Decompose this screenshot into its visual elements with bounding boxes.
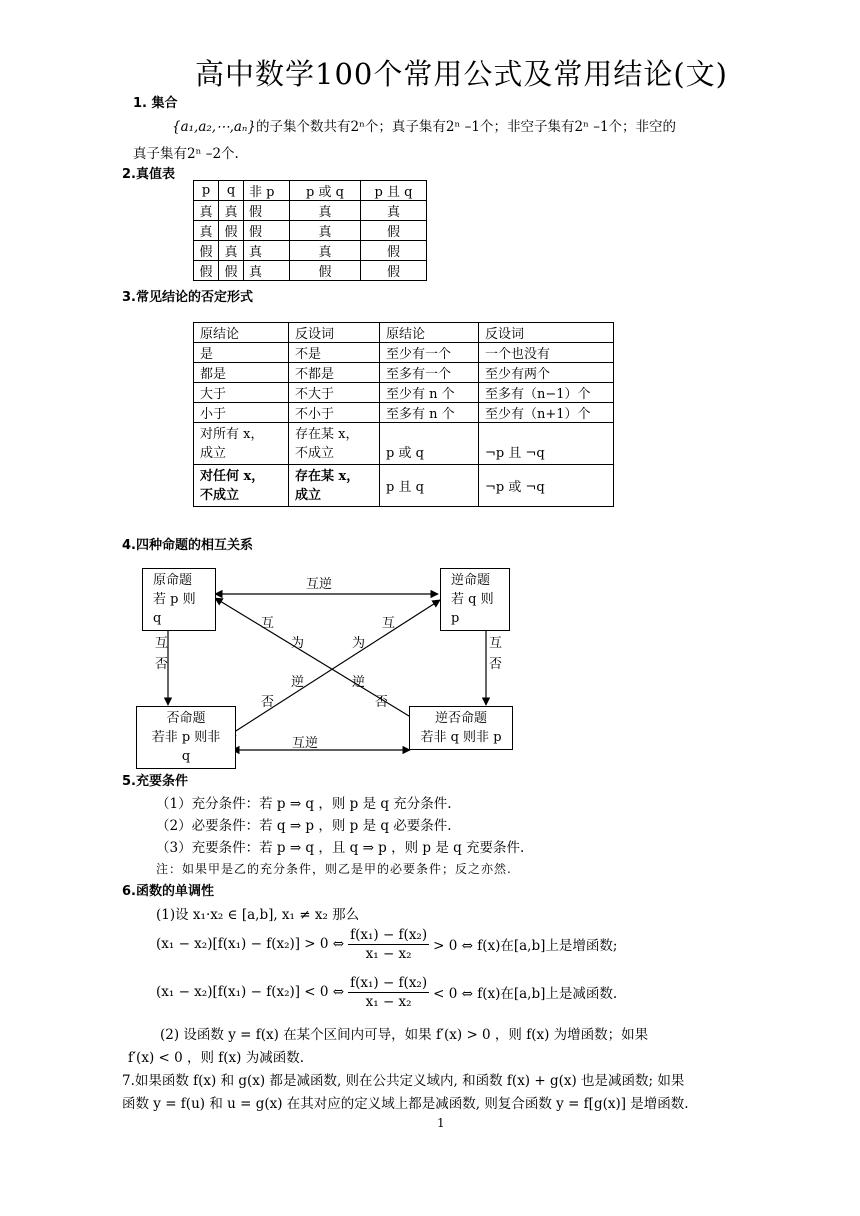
table-cell: 假 [244,221,290,241]
set-notation: {a₁,a₂,⋯,aₙ} [172,119,256,135]
box-converse [440,568,510,631]
table-cell: 至少有两个 [479,363,614,383]
cell-line: 成立 [295,487,322,503]
header-cell: p 或 q [290,181,361,201]
box-title: 原命题 [153,573,193,588]
page-number: 1 [437,1116,445,1130]
table-cell: 不大于 [289,383,380,403]
box-contrapositive [409,706,513,750]
box-text: 若非 p 则非 q [151,730,221,764]
label-diag-b-4: 否 [261,695,275,710]
arrow-diagonal-a [215,598,432,730]
cell-line: 存在某 x， [295,426,359,442]
table-cell: 都是 [194,363,289,383]
table-cell: 不小于 [289,403,380,423]
header-cell: p [194,181,219,201]
table-cell: 至少有（n+1）个 [479,403,614,423]
table-cell: 小于 [194,403,289,423]
label-diag-b-3: 逆 [291,675,305,690]
box-inverse [136,706,236,769]
header-cell: 反设词 [479,323,614,343]
set-line-2: 真子集有2ⁿ –2个. [133,146,239,162]
table-cell: 至多有 n 个 [380,403,479,423]
cell-line: 对所有 x， [200,426,264,442]
condition-item: （2）必要条件：若 q ⇒ p ，则 p 是 q 必要条件. [156,818,452,834]
table-cell: 真 [290,201,361,221]
fraction-numerator: f(x₁) − f(x₂) [350,974,428,991]
fraction-denominator: x₁ − x₂ [365,993,412,1010]
fraction-numerator: f(x₁) − f(x₂) [350,926,428,943]
table-cell: ¬p 或 ¬q [479,465,614,507]
section-1-heading: 1. 集合 [133,96,178,111]
fraction [348,926,429,963]
section-4-heading: 4.四种命题的相互关系 [122,538,253,553]
box-text: 若非 q 则非 p [420,730,502,745]
table-cell: 真 [219,241,244,261]
section-6-heading: 6.函数的单调性 [122,884,214,899]
cell-line: 成立 [200,445,227,461]
table-cell: 是 [194,343,289,363]
cell-line: 不成立 [295,445,335,461]
table-cell: 一个也没有 [479,343,614,363]
table-cell: 真 [194,201,219,221]
derivative-line-1: (2) 设函数 y = f(x) 在某个区间内可导，如果 f′(x) > 0 ，则 f(x) 为增函数；如果 [160,1027,649,1043]
table-cell: 真 [244,241,290,261]
fraction [348,974,429,1011]
table-cell: ¬p 且 ¬q [479,423,614,465]
label-diag-a-1: 互 [261,616,275,631]
label-diag-b-2: 为 [352,636,366,651]
table-cell: 至多有一个 [380,363,479,383]
label-bottom: 互逆 [292,736,319,751]
equation-left: (x₁ − x₂)[f(x₁) − f(x₂)] > 0 ⇔ [156,936,345,952]
header-cell: 非 p [244,181,290,201]
condition-note: 注：如果甲是乙的充分条件，则乙是甲的必要条件；反之亦然. [156,862,512,876]
table-cell: 至少有 n 个 [380,383,479,403]
header-cell: q [219,181,244,201]
derivative-line-2: f′(x) < 0 ，则 f(x) 为减函数. [128,1050,305,1066]
box-title: 逆否命题 [434,711,487,726]
table-cell: 假 [219,221,244,241]
table-cell: p 且 q [380,465,479,507]
cell-line: 不成立 [200,487,240,503]
label-right-1: 互 [489,636,503,651]
equation-increasing [156,922,617,966]
label-top: 互逆 [306,577,333,592]
condition-item: （3）充要条件：若 p ⇒ q ，且 q ⇒ p ，则 p 是 q 充要条件. [156,840,525,856]
table-cell: 假 [244,201,290,221]
header-cell: 原结论 [380,323,479,343]
equation-right: < 0 ⇔ f(x)在[a,b]上是减函数. [433,986,618,1002]
composite-line-1: 7.如果函数 f(x) 和 g(x) 都是减函数, 则在公共定义域内, 和函数 f(x) + g(x) 也是减函数; 如果 [122,1073,685,1089]
condition-item: （1）充分条件：若 p ⇒ q ，则 p 是 q 充分条件. [156,796,452,812]
table-cell: 假 [361,221,427,241]
table-cell: 真 [290,221,361,241]
table-cell: 真 [219,201,244,221]
box-original [142,568,216,631]
label-right-2: 否 [489,657,503,672]
equation-decreasing [156,970,617,1014]
page-title: 高中数学100个常用公式及常用结论(文) [195,57,728,91]
section-3-heading: 3.常见结论的否定形式 [122,290,253,305]
section-5-heading: 5.充要条件 [122,774,188,789]
header-cell: p 且 q [361,181,427,201]
label-diag-b-1: 互 [382,616,396,631]
table-cell: 假 [194,261,219,281]
table-cell: 不是 [289,343,380,363]
table-cell: 假 [361,241,427,261]
table-cell: 真 [361,201,427,221]
table-cell: 真 [244,261,290,281]
fraction-denominator: x₁ − x₂ [365,945,412,962]
monotonic-setup: (1)设 x₁·x₂ ∈ [a,b], x₁ ≠ x₂ 那么 [156,907,360,923]
table-cell: 真 [194,221,219,241]
table-cell: 大于 [194,383,289,403]
set-line-1-text: 的子集个数共有2ⁿ个；真子集有2ⁿ –1个；非空子集有2ⁿ –1个；非空的 [256,119,677,135]
box-title: 否命题 [166,711,206,726]
table-cell: 假 [290,261,361,281]
box-text: 若 p 则 q [153,592,196,626]
table-cell: 假 [361,261,427,281]
cell-line: 存在某 x， [295,468,360,484]
box-text: 若 q 则 p [451,592,494,626]
header-cell: 原结论 [194,323,289,343]
composite-line-2: 函数 y = f(u) 和 u = g(x) 在其对应的定义域上都是减函数, 则复合函数 y = f[g(x)] 是增函数. [122,1096,689,1112]
table-cell: 真 [290,241,361,261]
header-cell: 反设词 [289,323,380,343]
equation-left: (x₁ − x₂)[f(x₁) − f(x₂)] < 0 ⇔ [156,984,345,1000]
label-diag-a-4: 否 [375,695,389,710]
table-cell: p 或 q [380,423,479,465]
table-cell: 假 [219,261,244,281]
cell-line: 对任何 x， [200,468,265,484]
section-2-heading: 2.真值表 [122,167,175,182]
box-title: 逆命题 [451,573,491,588]
label-diag-a-2: 为 [291,636,305,651]
label-left-2: 否 [155,657,169,672]
table-cell: 至少有一个 [380,343,479,363]
table-cell: 不都是 [289,363,380,383]
equation-right: > 0 ⇔ f(x)在[a,b]上是增函数; [433,938,618,954]
label-left-1: 互 [155,636,169,651]
table-cell: 至多有（n−1）个 [479,383,614,403]
table-cell: 假 [194,241,219,261]
label-diag-a-3: 逆 [352,675,366,690]
